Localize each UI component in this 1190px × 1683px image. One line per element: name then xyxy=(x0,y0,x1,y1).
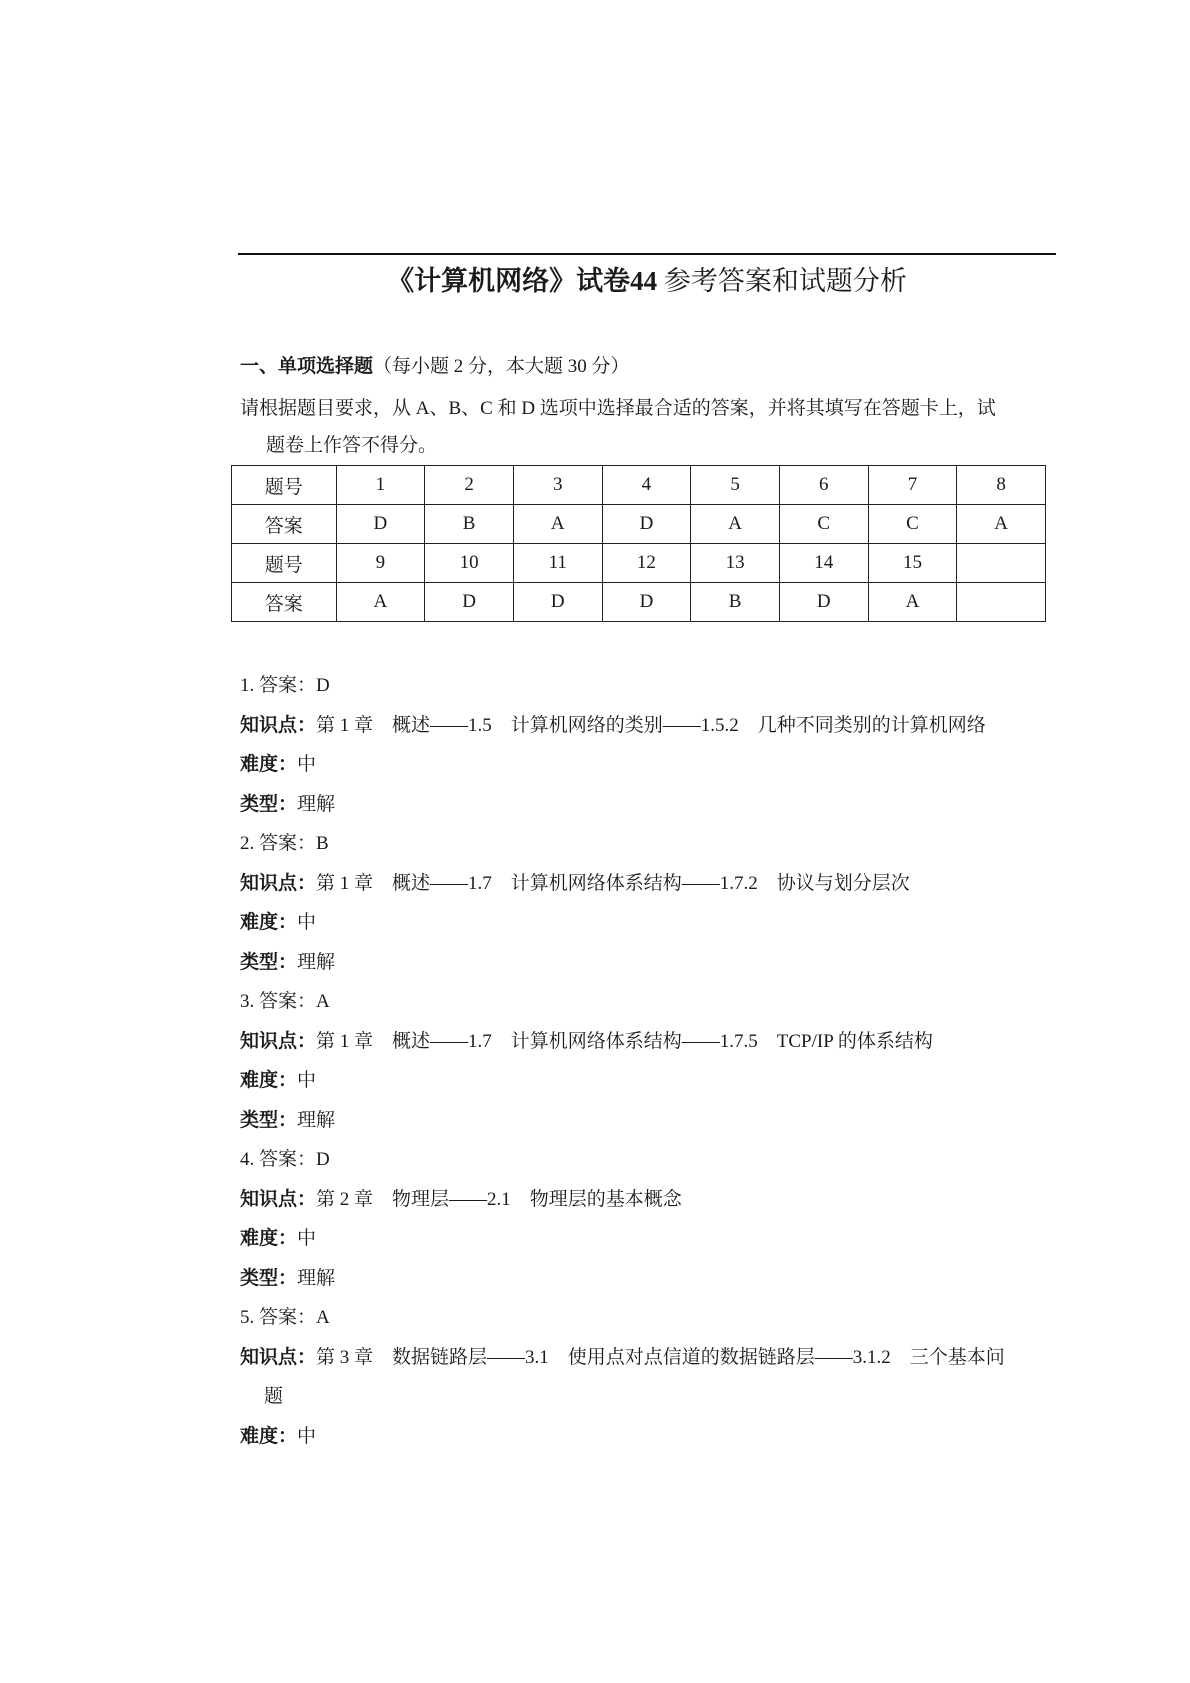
table-cell xyxy=(957,544,1046,583)
difficulty-value: 中 xyxy=(297,1425,317,1447)
table-cell: 13 xyxy=(691,544,780,583)
table-cell: C xyxy=(868,505,957,544)
table-cell: 14 xyxy=(779,544,868,583)
knowledge-label: 知识点： xyxy=(240,1030,317,1052)
page-title xyxy=(238,262,1056,300)
type-value: 理解 xyxy=(297,1267,336,1289)
analysis-line xyxy=(240,982,1056,1022)
table-cell: 9 xyxy=(336,544,425,583)
row-header-cell: 题号 xyxy=(232,544,337,583)
instructions xyxy=(240,390,1056,464)
difficulty-value: 中 xyxy=(297,1070,317,1091)
knowledge-value: 第 3 章 数据链路层——3.1 使用点对点信道的数据链路层——3.1.2 三个基本问 xyxy=(316,1346,1005,1368)
answer-line: 4. 答案：D xyxy=(240,1149,330,1170)
section-note: （每小题 2 分，本大题 30 分） xyxy=(373,356,630,377)
section-title: 一、单项选择题 xyxy=(240,356,374,377)
analysis-line xyxy=(240,706,1056,746)
difficulty-label: 难度： xyxy=(240,754,298,775)
section-heading xyxy=(240,350,630,384)
title-rest: 参考答案和试题分析 xyxy=(663,266,907,296)
type-value: 理解 xyxy=(297,951,336,973)
knowledge-value: 第 2 章 物理层——2.1 物理层的基本概念 xyxy=(316,1188,682,1210)
analysis-line xyxy=(240,1259,1056,1299)
analysis-line xyxy=(240,1061,1056,1101)
analysis-line xyxy=(240,666,1056,706)
analysis-line xyxy=(240,785,1056,825)
difficulty-value: 中 xyxy=(297,1228,317,1249)
answer-table xyxy=(231,465,1046,622)
analysis-line xyxy=(240,864,1056,904)
analysis-line xyxy=(240,1180,1056,1220)
analysis-line xyxy=(240,824,1056,864)
table-cell: 12 xyxy=(602,544,691,583)
knowledge-value: 第 1 章 概述——1.5 计算机网络的类别——1.5.2 几种不同类别的计算机网络 xyxy=(316,714,986,736)
table-cell: 4 xyxy=(602,466,691,505)
table-cell: A xyxy=(957,505,1046,544)
analysis-line xyxy=(240,745,1056,785)
difficulty-label: 难度： xyxy=(240,1228,298,1249)
analysis-line xyxy=(240,903,1056,943)
table-row xyxy=(232,505,1046,544)
table-row xyxy=(232,583,1046,622)
title-number: 44 xyxy=(630,266,658,296)
answer-analysis xyxy=(240,666,1056,1456)
table-cell: 7 xyxy=(868,466,957,505)
knowledge-value: 第 1 章 概述——1.7 计算机网络体系结构——1.7.2 协议与划分层次 xyxy=(316,872,910,894)
difficulty-label: 难度： xyxy=(240,1070,298,1091)
knowledge-label: 知识点： xyxy=(240,872,317,894)
knowledge-value: 第 1 章 概述——1.7 计算机网络体系结构——1.7.5 TCP/IP 的体系结构 xyxy=(316,1030,933,1052)
analysis-line xyxy=(240,1298,1056,1338)
table-cell: 6 xyxy=(779,466,868,505)
table-cell: 11 xyxy=(513,544,602,583)
table-cell: 3 xyxy=(513,466,602,505)
answer-line: 3. 答案：A xyxy=(240,991,330,1012)
table-cell: B xyxy=(691,583,780,622)
analysis-line xyxy=(240,943,1056,983)
type-value: 理解 xyxy=(297,1109,336,1131)
table-row xyxy=(232,544,1046,583)
type-label: 类型： xyxy=(240,1267,298,1289)
difficulty-value: 中 xyxy=(297,912,317,933)
type-label: 类型： xyxy=(240,793,298,815)
answer-line: 5. 答案：A xyxy=(240,1307,330,1328)
table-cell: D xyxy=(425,583,514,622)
table-cell: D xyxy=(779,583,868,622)
difficulty-value: 中 xyxy=(297,754,317,775)
knowledge-label: 知识点： xyxy=(240,1188,317,1210)
instructions-line2: 题卷上作答不得分。 xyxy=(266,435,438,456)
analysis-line xyxy=(240,1338,1056,1378)
answer-line: 1. 答案：D xyxy=(240,675,330,696)
analysis-line xyxy=(240,1022,1056,1062)
analysis-line xyxy=(240,1417,1056,1457)
instructions-line1: 请根据题目要求，从 A、B、C 和 D 选项中选择最合适的答案，并将其填写在答题卡上，试 xyxy=(240,398,996,419)
table-cell: 5 xyxy=(691,466,780,505)
table-cell: A xyxy=(868,583,957,622)
analysis-line xyxy=(240,1219,1056,1259)
difficulty-label: 难度： xyxy=(240,1425,298,1447)
table-cell: D xyxy=(513,583,602,622)
table-cell: A xyxy=(691,505,780,544)
table-cell: D xyxy=(336,505,425,544)
difficulty-label: 难度： xyxy=(240,912,298,933)
table-cell: D xyxy=(602,505,691,544)
table-cell: 10 xyxy=(425,544,514,583)
answer-line: 2. 答案：B xyxy=(240,833,329,854)
table-cell: D xyxy=(602,583,691,622)
row-header-cell: 答案 xyxy=(232,505,337,544)
table-cell: C xyxy=(779,505,868,544)
table-cell: A xyxy=(513,505,602,544)
type-label: 类型： xyxy=(240,951,298,973)
table-cell: 15 xyxy=(868,544,957,583)
title-bold: 《计算机网络》试卷 xyxy=(387,266,631,296)
table-cell: 8 xyxy=(957,466,1046,505)
type-label: 类型： xyxy=(240,1109,298,1131)
knowledge-label: 知识点： xyxy=(240,1346,317,1368)
knowledge-label: 知识点： xyxy=(240,714,317,736)
knowledge-continuation: 题 xyxy=(264,1386,284,1407)
table-row xyxy=(232,466,1046,505)
table-cell: B xyxy=(425,505,514,544)
table-cell: 1 xyxy=(336,466,425,505)
analysis-line xyxy=(240,1377,1056,1417)
row-header-cell: 题号 xyxy=(232,466,337,505)
table-cell: 2 xyxy=(425,466,514,505)
row-header-cell: 答案 xyxy=(232,583,337,622)
table-cell xyxy=(957,583,1046,622)
analysis-line xyxy=(240,1101,1056,1141)
type-value: 理解 xyxy=(297,793,336,815)
table-cell: A xyxy=(336,583,425,622)
analysis-line xyxy=(240,1140,1056,1180)
header-rule xyxy=(238,253,1056,255)
